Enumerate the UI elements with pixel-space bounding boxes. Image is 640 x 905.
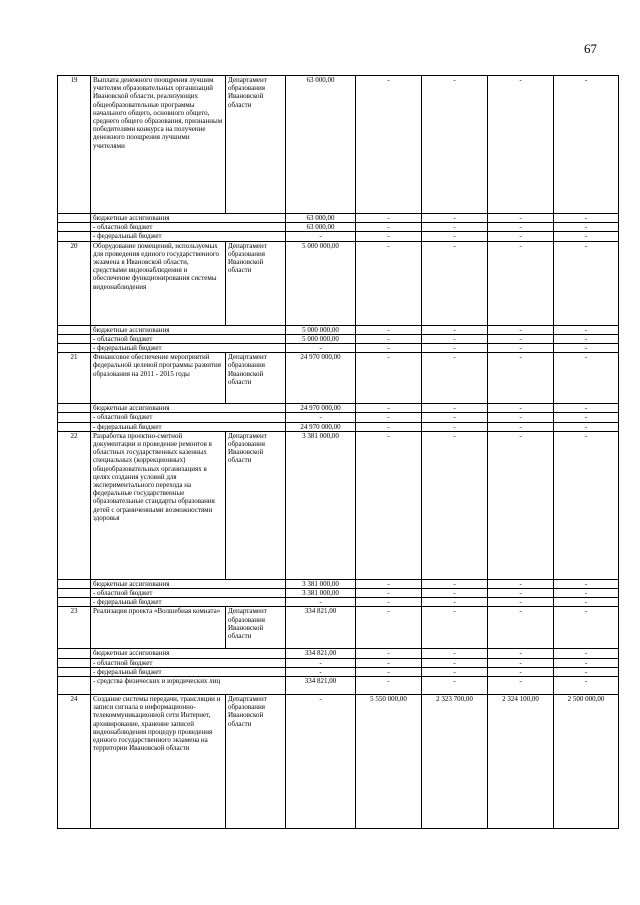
funding-source: - средства физических и юридических лиц [91, 677, 286, 695]
amount-year-3: - [422, 413, 488, 422]
amount-year-1: 3 381 000,00 [286, 589, 356, 598]
amount-year-4: - [488, 76, 554, 214]
funding-source: - федеральный бюджет [91, 344, 286, 353]
activity-row [58, 607, 619, 649]
amount-year-4: - [488, 607, 554, 649]
amount-year-3: - [422, 214, 488, 223]
funding-source: бюджетные ассигнования [91, 325, 286, 334]
activity-name: Финансовое обеспечение мероприятий федеральной целевой программы развития образования на 2011 - 2015 годы [91, 353, 226, 404]
amount-year-3: 2 323 700,00 [422, 695, 488, 829]
funding-source: - областной бюджет [91, 658, 286, 667]
amount-year-2: - [356, 667, 422, 676]
amount-year-5: - [554, 404, 619, 413]
budget-table [57, 75, 619, 829]
activity-name: Оборудование помещений, используемых для проведения единого государственного экзамена в Ивановской области, средствами видеонаблюдения и обеспечение функционирования системы видеонаблюдения [91, 241, 226, 325]
funding-row [58, 598, 619, 607]
activity-row [58, 353, 619, 404]
amount-year-2: - [356, 404, 422, 413]
amount-year-1: 334 821,00 [286, 607, 356, 649]
amount-year-4: - [488, 404, 554, 413]
activity-name: Выплата денежного поощрения лучшим учителям образовательных организаций Ивановской области, реализующих общеобразовательные программы начального общего, основного общего, среднего общего образования, признанным победителями конкурса на получение денежного поощрения лучшими учителями [91, 76, 226, 214]
amount-year-5: - [554, 667, 619, 676]
amount-year-1: 3 381 000,00 [286, 431, 356, 579]
activity-name: Реализация проекта «Волшебная комната» [91, 607, 226, 649]
amount-year-3: - [422, 649, 488, 658]
amount-year-2: - [356, 431, 422, 579]
amount-year-5: - [554, 649, 619, 658]
amount-year-2: - [356, 658, 422, 667]
amount-year-2: - [356, 76, 422, 214]
amount-year-4: - [488, 431, 554, 579]
amount-year-1: 24 970 000,00 [286, 353, 356, 404]
amount-year-4: - [488, 353, 554, 404]
row-number-empty [58, 214, 91, 223]
amount-year-1: - [286, 695, 356, 829]
amount-year-5: - [554, 422, 619, 431]
row-number-empty [58, 649, 91, 658]
amount-year-3: - [422, 223, 488, 232]
amount-year-4: - [488, 214, 554, 223]
amount-year-2: - [356, 607, 422, 649]
amount-year-2: 5 550 000,00 [356, 695, 422, 829]
amount-year-1: 5 000 000,00 [286, 334, 356, 343]
funding-row [58, 422, 619, 431]
amount-year-3: - [422, 325, 488, 334]
executor: Департамент образования Ивановской области [226, 607, 286, 649]
amount-year-1: - [286, 658, 356, 667]
amount-year-5: - [554, 232, 619, 241]
amount-year-1: 334 821,00 [286, 677, 356, 695]
amount-year-4: - [488, 334, 554, 343]
amount-year-4: - [488, 413, 554, 422]
amount-year-2: - [356, 353, 422, 404]
amount-year-2: - [356, 649, 422, 658]
funding-source: бюджетные ассигнования [91, 214, 286, 223]
row-number-empty [58, 334, 91, 343]
amount-year-3: - [422, 404, 488, 413]
funding-row [58, 589, 619, 598]
funding-row [58, 404, 619, 413]
amount-year-4: - [488, 649, 554, 658]
activity-row [58, 241, 619, 325]
executor: Департамент образования Ивановской области [226, 241, 286, 325]
row-number-empty [58, 325, 91, 334]
amount-year-2: - [356, 214, 422, 223]
executor: Департамент образования Ивановской области [226, 431, 286, 579]
amount-year-2: - [356, 579, 422, 588]
executor: Департамент образования Ивановской области [226, 353, 286, 404]
row-number-empty [58, 677, 91, 695]
amount-year-1: - [286, 413, 356, 422]
amount-year-3: - [422, 344, 488, 353]
funding-row [58, 344, 619, 353]
amount-year-1: 63 000,00 [286, 223, 356, 232]
amount-year-3: - [422, 422, 488, 431]
amount-year-2: - [356, 589, 422, 598]
amount-year-3: - [422, 76, 488, 214]
activity-name: Создание системы передачи, трансляции и записи сигнала в информационно-телекоммуникационной сети Интернет, архивирование, хранение записей видеонаблюдения процедур проведения единого государственного экзамена на территории Ивановской области [91, 695, 226, 829]
row-number-empty [58, 413, 91, 422]
activity-name: Разработка проектно-сметной документации и проведение ремонтов в областных государственных казенных специальных (коррекционных) общеобразовательных организациях в целях создания условий для экспериментального перехода на федеральные государственные образовательные стандарты образования детей с ограниченными возможностями здоровья [91, 431, 226, 579]
amount-year-5: - [554, 589, 619, 598]
amount-year-1: 63 000,00 [286, 214, 356, 223]
amount-year-4: 2 324 100,00 [488, 695, 554, 829]
funding-source: - областной бюджет [91, 223, 286, 232]
amount-year-4: - [488, 232, 554, 241]
amount-year-1: 3 381 000,00 [286, 579, 356, 588]
amount-year-3: - [422, 431, 488, 579]
amount-year-1: - [286, 667, 356, 676]
funding-source: - федеральный бюджет [91, 598, 286, 607]
amount-year-2: - [356, 677, 422, 695]
amount-year-5: - [554, 431, 619, 579]
amount-year-5: - [554, 598, 619, 607]
amount-year-1: 5 000 000,00 [286, 241, 356, 325]
row-number-empty [58, 667, 91, 676]
amount-year-1: - [286, 344, 356, 353]
row-number-empty [58, 223, 91, 232]
row-number-empty [58, 589, 91, 598]
amount-year-5: - [554, 344, 619, 353]
page-number: 67 [584, 41, 597, 56]
amount-year-2: - [356, 241, 422, 325]
amount-year-3: - [422, 607, 488, 649]
amount-year-4: - [488, 325, 554, 334]
funding-row [58, 232, 619, 241]
amount-year-3: - [422, 579, 488, 588]
amount-year-2: - [356, 223, 422, 232]
amount-year-3: - [422, 677, 488, 695]
amount-year-3: - [422, 589, 488, 598]
amount-year-3: - [422, 667, 488, 676]
row-number-empty [58, 344, 91, 353]
funding-row [58, 334, 619, 343]
funding-row [58, 325, 619, 334]
row-number-empty [58, 579, 91, 588]
activity-row [58, 76, 619, 214]
funding-row [58, 649, 619, 658]
funding-source: бюджетные ассигнования [91, 579, 286, 588]
amount-year-5: - [554, 677, 619, 695]
row-number-empty [58, 422, 91, 431]
amount-year-4: - [488, 241, 554, 325]
amount-year-3: - [422, 241, 488, 325]
row-number: 24 [58, 695, 91, 829]
amount-year-4: - [488, 598, 554, 607]
amount-year-1: 63 000,00 [286, 76, 356, 214]
amount-year-2: - [356, 232, 422, 241]
funding-source: бюджетные ассигнования [91, 404, 286, 413]
funding-row [58, 658, 619, 667]
amount-year-4: - [488, 422, 554, 431]
amount-year-4: - [488, 344, 554, 353]
funding-row [58, 223, 619, 232]
row-number: 20 [58, 241, 91, 325]
funding-source: - федеральный бюджет [91, 667, 286, 676]
amount-year-5: - [554, 76, 619, 214]
executor: Департамент образования Ивановской области [226, 76, 286, 214]
row-number-empty [58, 232, 91, 241]
amount-year-3: - [422, 334, 488, 343]
amount-year-1: - [286, 232, 356, 241]
amount-year-5: - [554, 325, 619, 334]
amount-year-1: 24 970 000,00 [286, 422, 356, 431]
funding-row [58, 579, 619, 588]
funding-source: - областной бюджет [91, 334, 286, 343]
amount-year-5: - [554, 353, 619, 404]
funding-source: - областной бюджет [91, 413, 286, 422]
amount-year-5: - [554, 413, 619, 422]
amount-year-5: - [554, 579, 619, 588]
funding-row [58, 214, 619, 223]
amount-year-2: - [356, 334, 422, 343]
amount-year-4: - [488, 579, 554, 588]
funding-source: - федеральный бюджет [91, 422, 286, 431]
amount-year-5: 2 500 000,00 [554, 695, 619, 829]
activity-row [58, 695, 619, 829]
amount-year-3: - [422, 598, 488, 607]
amount-year-5: - [554, 223, 619, 232]
funding-source: бюджетные ассигнования [91, 649, 286, 658]
row-number-empty [58, 598, 91, 607]
row-number: 19 [58, 76, 91, 214]
amount-year-2: - [356, 598, 422, 607]
funding-source: - федеральный бюджет [91, 232, 286, 241]
amount-year-1: - [286, 598, 356, 607]
amount-year-5: - [554, 658, 619, 667]
amount-year-5: - [554, 607, 619, 649]
amount-year-5: - [554, 214, 619, 223]
amount-year-5: - [554, 241, 619, 325]
amount-year-1: 5 000 000,00 [286, 325, 356, 334]
amount-year-3: - [422, 232, 488, 241]
funding-row [58, 677, 619, 695]
row-number: 22 [58, 431, 91, 579]
amount-year-4: - [488, 667, 554, 676]
funding-row [58, 413, 619, 422]
funding-row [58, 667, 619, 676]
amount-year-2: - [356, 413, 422, 422]
amount-year-4: - [488, 677, 554, 695]
amount-year-2: - [356, 325, 422, 334]
amount-year-4: - [488, 589, 554, 598]
executor: Департамент образования Ивановской области [226, 695, 286, 829]
amount-year-4: - [488, 658, 554, 667]
row-number: 23 [58, 607, 91, 649]
amount-year-1: 24 970 000,00 [286, 404, 356, 413]
amount-year-3: - [422, 658, 488, 667]
amount-year-2: - [356, 344, 422, 353]
row-number-empty [58, 404, 91, 413]
activity-row [58, 431, 619, 579]
row-number: 21 [58, 353, 91, 404]
funding-source: - областной бюджет [91, 589, 286, 598]
amount-year-5: - [554, 334, 619, 343]
amount-year-3: - [422, 353, 488, 404]
amount-year-2: - [356, 422, 422, 431]
row-number-empty [58, 658, 91, 667]
amount-year-4: - [488, 223, 554, 232]
amount-year-1: 334 821,00 [286, 649, 356, 658]
